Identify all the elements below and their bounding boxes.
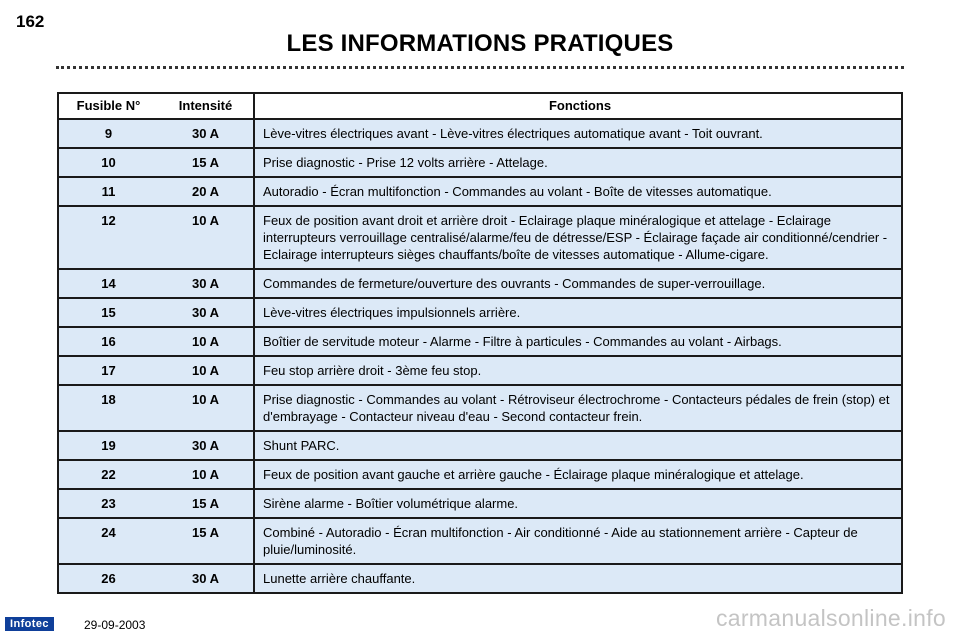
table-row: [58, 269, 902, 298]
fuse-current: 10 A: [158, 206, 254, 269]
fuse-number: 17: [58, 356, 158, 385]
table-row: [58, 177, 902, 206]
header-current: Intensité: [158, 93, 254, 119]
table-row: [58, 385, 902, 431]
table-row: [58, 564, 902, 593]
table-row: [58, 327, 902, 356]
fuse-current: 30 A: [158, 298, 254, 327]
fuse-functions: Combiné - Autoradio - Écran multifonction - Air conditionné - Aide au stationnement arrière - Capteur de pluie/luminosité.: [254, 518, 902, 564]
fuse-functions: Commandes de fermeture/ouverture des ouvrants - Commandes de super-verrouillage.: [254, 269, 902, 298]
fuse-current: 15 A: [158, 148, 254, 177]
fuse-number: 24: [58, 518, 158, 564]
table-header-row: [58, 93, 902, 119]
table-row: [58, 148, 902, 177]
fuse-number: 18: [58, 385, 158, 431]
fuse-current: 20 A: [158, 177, 254, 206]
fuse-current: 10 A: [158, 385, 254, 431]
print-date: 29-09-2003: [84, 618, 146, 632]
fuse-number: 10: [58, 148, 158, 177]
table-row: [58, 518, 902, 564]
fuse-current: 10 A: [158, 460, 254, 489]
fuse-functions: Lunette arrière chauffante.: [254, 564, 902, 593]
fuse-functions: Feux de position avant droit et arrière droit - Eclairage plaque minéralogique et attelage - Eclairage interrupteurs verrouillage centralisé/alarme/feu de détresse/ESP - Éclairage façade air conditionné/cendrier - Eclairage interrupteurs sièges chauffants/boîte de vitesses automatique - Allume-cigare.: [254, 206, 902, 269]
table-row: [58, 460, 902, 489]
fuse-functions: Sirène alarme - Boîtier volumétrique alarme.: [254, 489, 902, 518]
fuse-number: 15: [58, 298, 158, 327]
table-row: [58, 356, 902, 385]
table-row: [58, 298, 902, 327]
fuse-current: 30 A: [158, 119, 254, 148]
fuse-number: 23: [58, 489, 158, 518]
fuse-functions: Autoradio - Écran multifonction - Commandes au volant - Boîte de vitesses automatique.: [254, 177, 902, 206]
fuse-number: 12: [58, 206, 158, 269]
fuse-functions: Boîtier de servitude moteur - Alarme - Filtre à particules - Commandes au volant - Airbags.: [254, 327, 902, 356]
fuse-number: 22: [58, 460, 158, 489]
fuse-number: 16: [58, 327, 158, 356]
fuse-table: [57, 92, 903, 594]
fuse-number: 19: [58, 431, 158, 460]
fuse-functions: Prise diagnostic - Prise 12 volts arrière - Attelage.: [254, 148, 902, 177]
watermark-text: carmanualsonline.info: [715, 605, 946, 631]
dotted-divider: [56, 66, 904, 69]
fuse-current: 30 A: [158, 431, 254, 460]
table-row: [58, 206, 902, 269]
fuse-current: 10 A: [158, 356, 254, 385]
fuse-functions: Feux de position avant gauche et arrière gauche - Éclairage plaque minéralogique et attelage.: [254, 460, 902, 489]
fuse-functions: Lève-vitres électriques avant - Lève-vitres électriques automatique avant - Toit ouvrant.: [254, 119, 902, 148]
fuse-number: 26: [58, 564, 158, 593]
fuse-current: 30 A: [158, 269, 254, 298]
fuse-functions: Prise diagnostic - Commandes au volant - Rétroviseur électrochrome - Contacteurs pédales de frein (stop) et d'embrayage - Contacteur niveau d'eau - Second contacteur frein.: [254, 385, 902, 431]
page-number: 162: [16, 12, 45, 31]
header-functions: Fonctions: [254, 93, 902, 119]
fuse-current: 15 A: [158, 489, 254, 518]
fuse-current: 30 A: [158, 564, 254, 593]
fuse-functions: Feu stop arrière droit - 3ème feu stop.: [254, 356, 902, 385]
fuse-number: 11: [58, 177, 158, 206]
fuse-functions: Shunt PARC.: [254, 431, 902, 460]
page-title: LES INFORMATIONS PRATIQUES: [286, 30, 674, 57]
header-fuse-number: Fusible N°: [58, 93, 158, 119]
table-row: [58, 431, 902, 460]
fuse-current: 10 A: [158, 327, 254, 356]
table-row: [58, 119, 902, 148]
table-row: [58, 489, 902, 518]
fuse-current: 15 A: [158, 518, 254, 564]
fuse-number: 14: [58, 269, 158, 298]
fuse-number: 9: [58, 119, 158, 148]
fuse-functions: Lève-vitres électriques impulsionnels arrière.: [254, 298, 902, 327]
infotec-logo: Infotec: [5, 617, 54, 631]
